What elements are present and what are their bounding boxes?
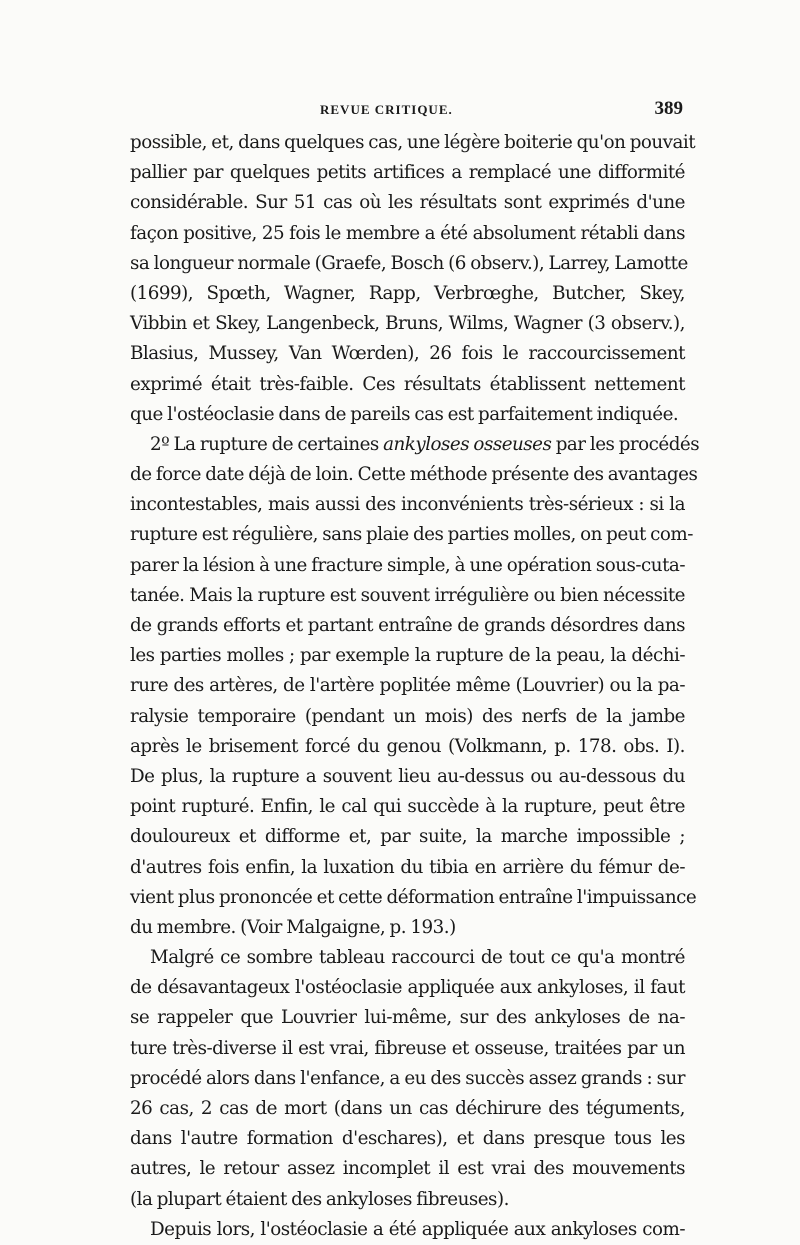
text-line: (la plupart étaient des ankyloses fibreuses). [130, 1188, 509, 1210]
text-line: procédé alors dans l'enfance, a eu des succès assez grands : sur [130, 1067, 685, 1089]
text-line: façon positive, 25 fois le membre a été absolument rétabli dans [130, 222, 685, 244]
text-line: incontestables, mais aussi des inconvénients très-sérieux : si la [130, 494, 685, 516]
text-line: du membre. (Voir Malgaigne, p. 193.) [130, 916, 456, 938]
text-line: exprimé était très-faible. Ces résultats établissent nettement [130, 373, 685, 395]
book-page [130, 0, 700, 1240]
line-end: par les procédés [551, 433, 700, 455]
text-line: rupture est régulière, sans plaie des parties molles, on peut com- [130, 524, 693, 546]
text-line: Malgré ce sombre tableau raccourci de tout ce qu'a montré [150, 947, 685, 969]
italic-term: ankyloses osseuses [383, 433, 552, 455]
text-line: Blasius, Mussey, Van Wœrden), 26 fois le raccourcissement [130, 343, 685, 365]
text-line: vient plus prononcée et cette déformation entraîne l'impuissance [130, 886, 697, 908]
text-line: pallier par quelques petits artifices a remplacé une difformité [130, 162, 685, 184]
text-line: considérable. Sur 51 cas où les résultats sont exprimés d'une [130, 192, 685, 214]
text-line: d'autres fois enfin, la luxation du tibia en arrière du fémur de- [130, 856, 685, 878]
text-line: (1699), Spœth, Wagner, Rapp, Verbrœghe, Butcher, Skey, [130, 282, 685, 304]
text-line: tanée. Mais la rupture est souvent irrégulière ou bien nécessite [130, 584, 685, 606]
text-line: de grands efforts et partant entraîne de grands désordres dans [130, 615, 685, 636]
text-line: 26 cas, 2 cas de mort (dans un cas déchirure des téguments, [130, 1098, 685, 1119]
text-line-with-italic [130, 430, 700, 460]
text-line: sa longueur normale (Graefe, Bosch (6 observ.), Larrey, Lamotte [130, 252, 688, 274]
text-line: Depuis lors, l'ostéoclasie a été appliquée aux ankyloses com- [150, 1218, 685, 1240]
text-line: les parties molles ; par exemple la rupture de la peau, la déchi- [130, 645, 685, 667]
running-title: REVUE CRITIQUE. [320, 102, 453, 117]
text-line: se rappeler que Louvrier lui-même, sur des ankyloses de na- [130, 1007, 685, 1029]
line-start: 2º La rupture de certaines [150, 433, 384, 455]
page-number: 389 [654, 98, 683, 119]
text-line: possible, et, dans quelques cas, une légère boiterie qu'on pouvait [130, 132, 696, 153]
text-line: parer la lésion à une fracture simple, à une opération sous-cuta- [130, 554, 685, 576]
text-line: ralysie temporaire (pendant un mois) des nerfs de la jambe [130, 705, 685, 727]
text-line: Vibbin et Skey, Langenbeck, Bruns, Wilms, Wagner (3 observ.), [130, 313, 685, 335]
text-line: ture très-diverse il est vrai, fibreuse et osseuse, traitées par un [130, 1037, 685, 1059]
text-line: dans l'autre formation d'eschares), et dans presque tous les [130, 1128, 685, 1150]
text-line: De plus, la rupture a souvent lieu au-dessus ou au-dessous du [130, 765, 685, 787]
text-line: douloureux et difforme et, par suite, la marche impossible ; [130, 826, 685, 848]
body-text [130, 128, 700, 1245]
text-line: rure des artères, de l'artère poplitée même (Louvrier) ou la pa- [130, 675, 685, 697]
text-line: après le brisement forcé du genou (Volkmann, p. 178. obs. I). [130, 735, 685, 757]
text-line: point rupturé. Enfin, le cal qui succède à la rupture, peut être [130, 796, 685, 818]
text-line: de force date déjà de loin. Cette méthode présente des avantages [130, 464, 698, 486]
running-head [130, 98, 685, 126]
text-line: autres, le retour assez incomplet il est vrai des mouvements [130, 1158, 685, 1180]
text-line: de désavantageux l'ostéoclasie appliquée aux ankyloses, il faut [130, 977, 685, 999]
text-line: que l'ostéoclasie dans de pareils cas est parfaitement indiquée. [130, 403, 679, 425]
